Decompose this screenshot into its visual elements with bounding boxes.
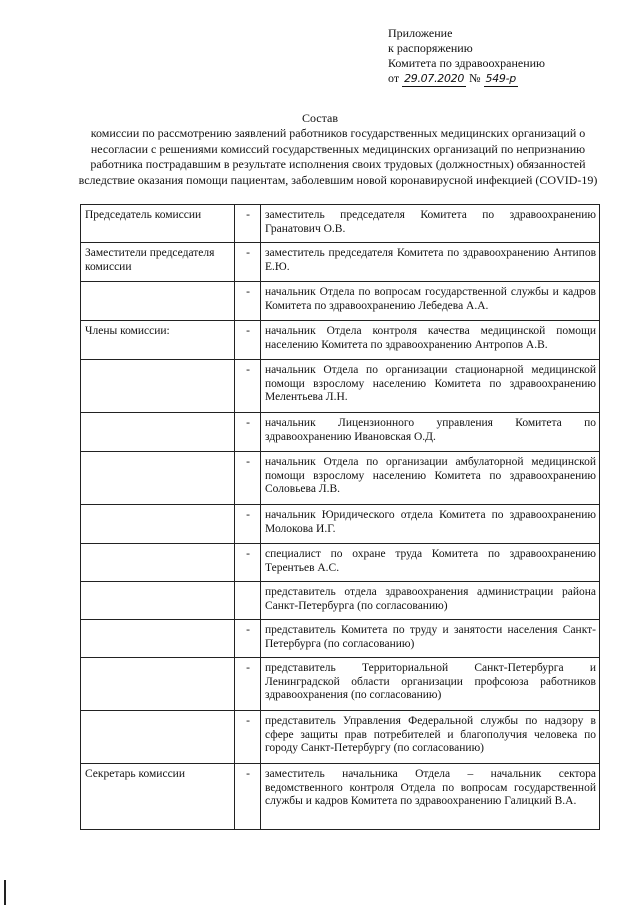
role-cell [81,620,235,658]
member-description: начальник Отдела по организации стационарной медицинской помощи взрослому населению Комитета по здравоохранению Мелентьева Л.Н. [261,360,600,413]
dash-cell: - [235,413,261,452]
dash-cell: - [235,321,261,360]
dash-cell: - [235,711,261,764]
scan-edge-line [4,880,6,905]
number-prefix: № [469,71,481,85]
member-description: заместитель начальника Отдела – начальник сектора ведомственного контроля Отдела по вопросам государственной службы и кадров Комитета по здравоохранению Галицкий В.А. [261,764,600,830]
appendix-block [388,26,618,87]
date-prefix: от [388,71,400,85]
appendix-line-2: к распоряжению [388,41,473,55]
role-cell [81,711,235,764]
role-cell: Члены комиссии: [81,321,235,360]
table-row [81,452,600,505]
role-cell: Секретарь комиссии [81,764,235,830]
role-cell: Председатель комиссии [81,205,235,243]
member-description: представитель Территориальной Санкт-Петербурга и Ленинградской области организации профсоюза работников здравоохранения (по согласованию) [261,658,600,711]
member-description: специалист по охране труда Комитета по здравоохранению Терентьев А.С. [261,544,600,582]
member-description: начальник Юридического отдела Комитета по здравоохранению Молокова И.Г. [261,505,600,544]
table-row [81,544,600,582]
handwritten-number: 549-р [485,72,516,85]
role-cell [81,452,235,505]
member-description: представитель Комитета по труду и занятости населения Санкт-Петербурга (по согласованию) [261,620,600,658]
dash-cell: - [235,452,261,505]
dash-cell: - [235,620,261,658]
table-row [81,243,600,282]
table-row [81,658,600,711]
dash-cell: - [235,764,261,830]
table-row [81,360,600,413]
table-row [81,582,600,620]
dash-cell: - [235,658,261,711]
role-cell [81,582,235,620]
table-row [81,321,600,360]
dash-cell: - [235,243,261,282]
table-row [81,282,600,321]
role-cell [81,658,235,711]
member-description: начальник Отдела контроля качества медицинской помощи населению Комитета по здравоохранению Антропов А.В. [261,321,600,360]
dash-cell: - [235,282,261,321]
role-cell [81,360,235,413]
member-description: заместитель председателя Комитета по здравоохранению Антипов Е.Ю. [261,243,600,282]
table-row [81,413,600,452]
appendix-line-1: Приложение [388,26,453,40]
table-row [81,205,600,243]
member-description: начальник Лицензионного управления Комитета по здравоохранению Ивановская О.Д. [261,413,600,452]
document-title: Состав [301,111,338,125]
member-description: представитель Управления Федеральной службы по надзору в сфере защиты прав потребителей и благополучия человека по городу Санкт-Петербургу (по согласованию) [261,711,600,764]
role-cell [81,282,235,321]
role-cell [81,505,235,544]
table-row [81,764,600,830]
members-table [80,204,600,830]
role-cell: Заместители председателя комиссии [81,243,235,282]
dash-cell: - [235,205,261,243]
document-subtitle: комиссии по рассмотрению заявлений работников государственных медицинских организаций о несогласии с решениями комиссий государственных медицинских организаций по непризнанию работника пострадавшим в результате исполнения своих трудовых (должностных) обязанностей вследствие оказания помощи пациентам, заболевшим новой коронавирусной инфекцией (COVID-19) [78,126,598,187]
handwritten-date: 29.07.2020 [404,72,465,85]
dash-cell: - [235,544,261,582]
dash-cell: - [235,505,261,544]
member-description: начальник Отдела по организации амбулаторной медицинской помощи взрослому населению Комитета по здравоохранению Соловьева Л.В. [261,452,600,505]
table-row [81,711,600,764]
member-description: начальник Отдела по вопросам государственной службы и кадров Комитета по здравоохранению Лебедева А.А. [261,282,600,321]
role-cell [81,413,235,452]
appendix-date-row [388,71,618,87]
role-cell [81,544,235,582]
table-row [81,505,600,544]
member-description: представитель отдела здравоохранения администрации района Санкт-Петербурга (по согласованию) [261,582,600,620]
dash-cell [235,582,261,620]
table-row [81,620,600,658]
dash-cell: - [235,360,261,413]
appendix-line-3: Комитета по здравоохранению [388,56,546,70]
member-description: заместитель председателя Комитета по здравоохранению Гранатович О.В. [261,205,600,243]
